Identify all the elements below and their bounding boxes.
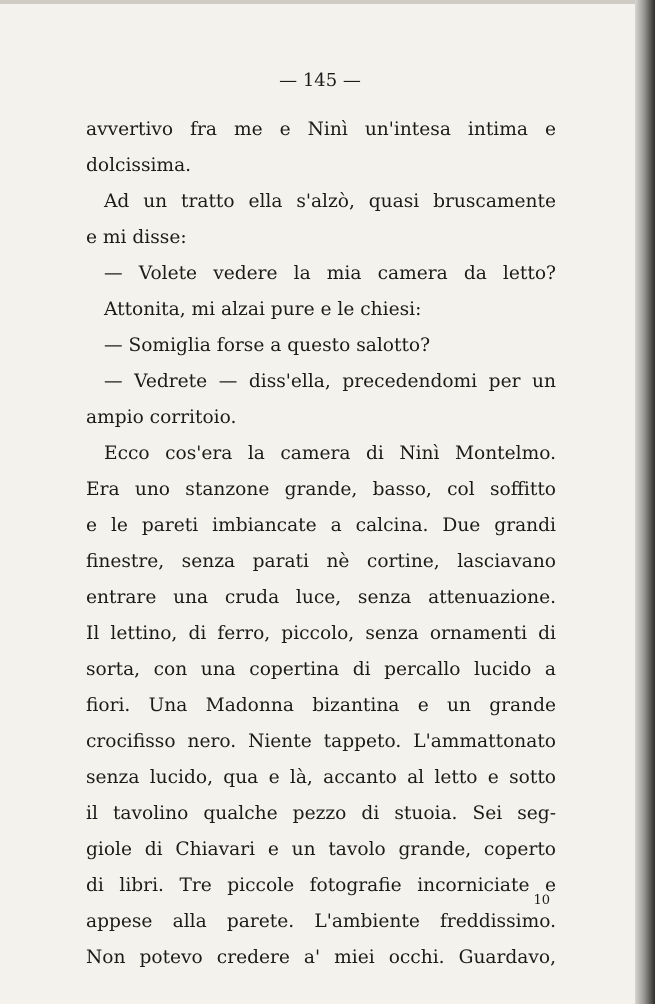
text-line: avvertivo fra me e Ninì un'intesa intima e <box>86 119 556 140</box>
text-line: Attonita, mi alzai pure e le chiesi: <box>104 299 422 320</box>
text-line: — Volete vedere la mia camera da letto? <box>104 263 556 284</box>
text-line: di libri. Tre piccole fotografie incorniciate e <box>86 875 556 896</box>
text-line: e le pareti imbiancate a calcina. Due grandi <box>86 515 556 536</box>
text-line: finestre, senza parati nè cortine, lasciavano <box>86 551 556 572</box>
text-line: crocifisso nero. Niente tappeto. L'ammattonato <box>86 731 556 752</box>
text-line: giole di Chiavari e un tavolo grande, coperto <box>86 839 556 860</box>
text-line: dolcissima. <box>86 155 192 176</box>
text-line: Ad un tratto ella s'alzò, quasi bruscamente <box>104 191 556 212</box>
text-line: Il lettino, di ferro, piccolo, senza ornamenti di <box>86 623 556 644</box>
text-line: — Somiglia forse a questo salotto? <box>104 335 431 356</box>
text-line: Non potevo credere a' miei occhi. Guardavo, <box>86 947 556 968</box>
page-number: — 145 — <box>279 70 361 91</box>
text-line: — Vedrete — diss'ella, precedendomi per un <box>104 371 556 392</box>
text-line: ampio corritoio. <box>86 407 237 428</box>
signature-mark: 10 <box>533 893 550 908</box>
body-text <box>86 112 556 976</box>
page-top-edge <box>0 0 655 4</box>
text-line: appese alla parete. L'ambiente freddissimo. <box>86 911 556 932</box>
text-line: il tavolino qualche pezzo di stuoia. Sei seg- <box>86 803 556 824</box>
text-line: Era uno stanzone grande, basso, col soffitto <box>86 479 556 500</box>
text-line: e mi disse: <box>86 227 187 248</box>
text-line: fiori. Una Madonna bizantina e un grande <box>86 695 556 716</box>
text-line: Ecco cos'era la camera di Ninì Montelmo. <box>104 443 556 464</box>
page-binding-edge <box>635 0 655 1004</box>
text-line: sorta, con una copertina di percallo lucido a <box>86 659 556 680</box>
text-line: entrare una cruda luce, senza attenuazione. <box>86 587 556 608</box>
text-line: senza lucido, qua e là, accanto al letto e sotto <box>86 767 556 788</box>
